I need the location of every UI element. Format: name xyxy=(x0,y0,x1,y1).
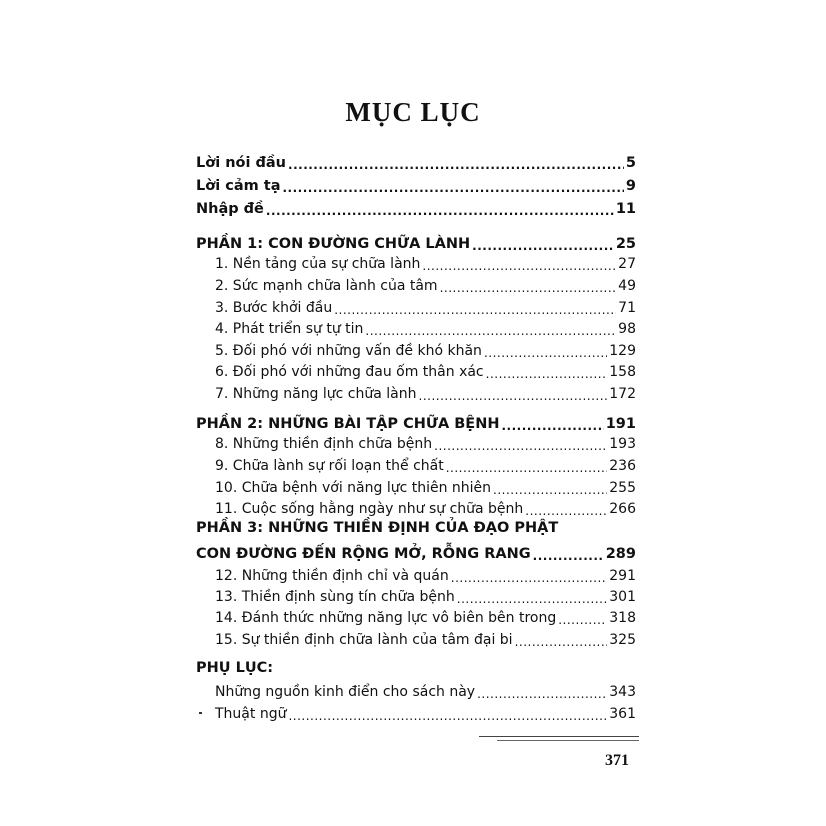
toc-part-3-heading-line1: PHẦN 3: NHỮNG THIỀN ĐỊNH CỦA ĐẠO PHẬT xyxy=(196,520,559,536)
toc-appendix-page: 343 xyxy=(609,684,636,700)
toc-chapter-label: 13. Thiền định sùng tín chữa bệnh xyxy=(215,589,455,605)
toc-chapter-9 xyxy=(196,452,636,474)
toc-entry-page: 11 xyxy=(615,201,636,217)
toc-chapter-6 xyxy=(196,358,636,380)
toc-entry-acknowledgements xyxy=(196,172,636,194)
toc-chapter-page: 49 xyxy=(618,278,636,294)
dot-leader xyxy=(486,366,608,380)
toc-appendix-label: Thuật ngữ xyxy=(215,706,287,722)
dot-leader xyxy=(288,157,624,171)
toc-entry-label: Lời cảm tạ xyxy=(196,178,281,194)
dot-leader xyxy=(515,634,608,648)
toc-part-label: PHẦN 1: CON ĐƯỜNG CHỮA LÀNH xyxy=(196,236,471,252)
toc-chapter-page: 98 xyxy=(618,321,636,337)
toc-part-page: 191 xyxy=(605,416,636,432)
dot-leader xyxy=(266,203,614,217)
toc-entry-preface xyxy=(196,149,636,171)
dot-leader xyxy=(477,686,607,700)
toc-part-label: CON ĐƯỜNG ĐẾN RỘNG MỞ, RỖNG RANG xyxy=(196,546,531,562)
toc-part-2-heading xyxy=(196,410,636,432)
toc-entry-page: 5 xyxy=(625,155,636,171)
toc-part-1-heading xyxy=(196,230,636,252)
dot-leader xyxy=(288,708,607,722)
toc-chapter-page: 318 xyxy=(609,610,636,626)
dot-leader xyxy=(434,438,607,452)
toc-chapter-label: 4. Phát triển sự tự tin xyxy=(215,321,364,337)
dot-leader xyxy=(457,591,608,605)
toc-chapter-page: 325 xyxy=(609,632,636,648)
footer-rule-inner xyxy=(497,740,639,741)
toc-entry-page: 9 xyxy=(625,178,636,194)
toc-chapter-label: 14. Đánh thức những năng lực vô biên bên trong xyxy=(215,610,557,626)
toc-chapter-13 xyxy=(196,583,636,605)
toc-chapter-14 xyxy=(196,604,636,626)
toc-chapter-label: 15. Sự thiền định chữa lành của tâm đại bi xyxy=(215,632,513,648)
dot-leader xyxy=(365,323,616,337)
dot-leader xyxy=(334,302,616,316)
toc-appendix-page: 361 xyxy=(609,706,636,722)
toc-chapter-page: 172 xyxy=(609,386,636,402)
toc-chapter-page: 129 xyxy=(609,343,636,359)
toc-chapter-4 xyxy=(196,315,636,337)
toc-chapter-11 xyxy=(196,495,636,517)
toc-chapter-label: 5. Đối phó với những vấn đề khó khăn xyxy=(215,343,482,359)
toc-chapter-label: 11. Cuộc sống hằng ngày như sự chữa bệnh xyxy=(215,501,524,517)
toc-chapter-label: 2. Sức mạnh chữa lành của tâm xyxy=(215,278,438,294)
dot-leader xyxy=(446,460,608,474)
toc-entry-label: Nhập đề xyxy=(196,201,264,217)
page-number: 371 xyxy=(605,752,629,769)
toc-chapter-2 xyxy=(196,272,636,294)
toc-part-label: PHẦN 2: NHỮNG BÀI TẬP CHỮA BỆNH xyxy=(196,416,500,432)
toc-chapter-7 xyxy=(196,380,636,402)
stray-mark xyxy=(199,712,202,714)
toc-part-3-heading xyxy=(196,540,636,562)
toc-chapter-8 xyxy=(196,430,636,452)
toc-chapter-label: 7. Những năng lực chữa lành xyxy=(215,386,417,402)
dot-leader xyxy=(282,180,623,194)
toc-chapter-15 xyxy=(196,626,636,648)
page-title: MỤC LỤC xyxy=(345,97,481,127)
toc-chapter-label: 10. Chữa bệnh với năng lực thiên nhiên xyxy=(215,480,492,496)
toc-entry-label: Lời nói đầu xyxy=(196,155,287,171)
dot-leader xyxy=(525,503,607,517)
toc-chapter-page: 193 xyxy=(609,436,636,452)
toc-chapter-page: 266 xyxy=(609,501,636,517)
footer-rule xyxy=(479,736,639,737)
toc-appendix-label: Những nguồn kinh điển cho sách này xyxy=(215,684,476,700)
toc-chapter-page: 255 xyxy=(609,480,636,496)
toc-chapter-page: 27 xyxy=(618,256,636,272)
toc-appendix-heading: PHỤ LỤC: xyxy=(196,660,274,676)
toc-chapter-label: 9. Chữa lành sự rối loạn thể chất xyxy=(215,458,444,474)
toc-chapter-label: 12. Những thiền định chỉ và quán xyxy=(215,568,449,584)
dot-leader xyxy=(419,388,608,402)
dot-leader xyxy=(422,258,616,272)
dot-leader xyxy=(533,548,604,562)
toc-appendix-glossary xyxy=(196,700,636,722)
toc-chapter-10 xyxy=(196,474,636,496)
dot-leader xyxy=(493,482,607,496)
dot-leader xyxy=(484,345,607,359)
toc-chapter-page: 236 xyxy=(609,458,636,474)
toc-chapter-3 xyxy=(196,294,636,316)
dot-leader xyxy=(440,280,617,294)
toc-part-page: 25 xyxy=(615,236,636,252)
toc-entry-introduction xyxy=(196,195,636,217)
toc-chapter-5 xyxy=(196,337,636,359)
toc-chapter-page: 291 xyxy=(609,568,636,584)
toc-chapter-label: 6. Đối phó với những đau ốm thân xác xyxy=(215,364,484,380)
toc-appendix-sources xyxy=(196,678,636,700)
toc-chapter-12 xyxy=(196,562,636,584)
toc-part-page: 289 xyxy=(605,546,636,562)
toc-chapter-label: 8. Những thiền định chữa bệnh xyxy=(215,436,433,452)
dot-leader xyxy=(451,570,608,584)
toc-chapter-page: 71 xyxy=(618,300,636,316)
toc-chapter-label: 1. Nền tảng của sự chữa lành xyxy=(215,256,421,272)
toc-chapter-page: 301 xyxy=(609,589,636,605)
toc-chapter-page: 158 xyxy=(609,364,636,380)
toc-chapter-1 xyxy=(196,250,636,272)
dot-leader xyxy=(558,612,607,626)
toc-chapter-label: 3. Bước khởi đầu xyxy=(215,300,333,316)
